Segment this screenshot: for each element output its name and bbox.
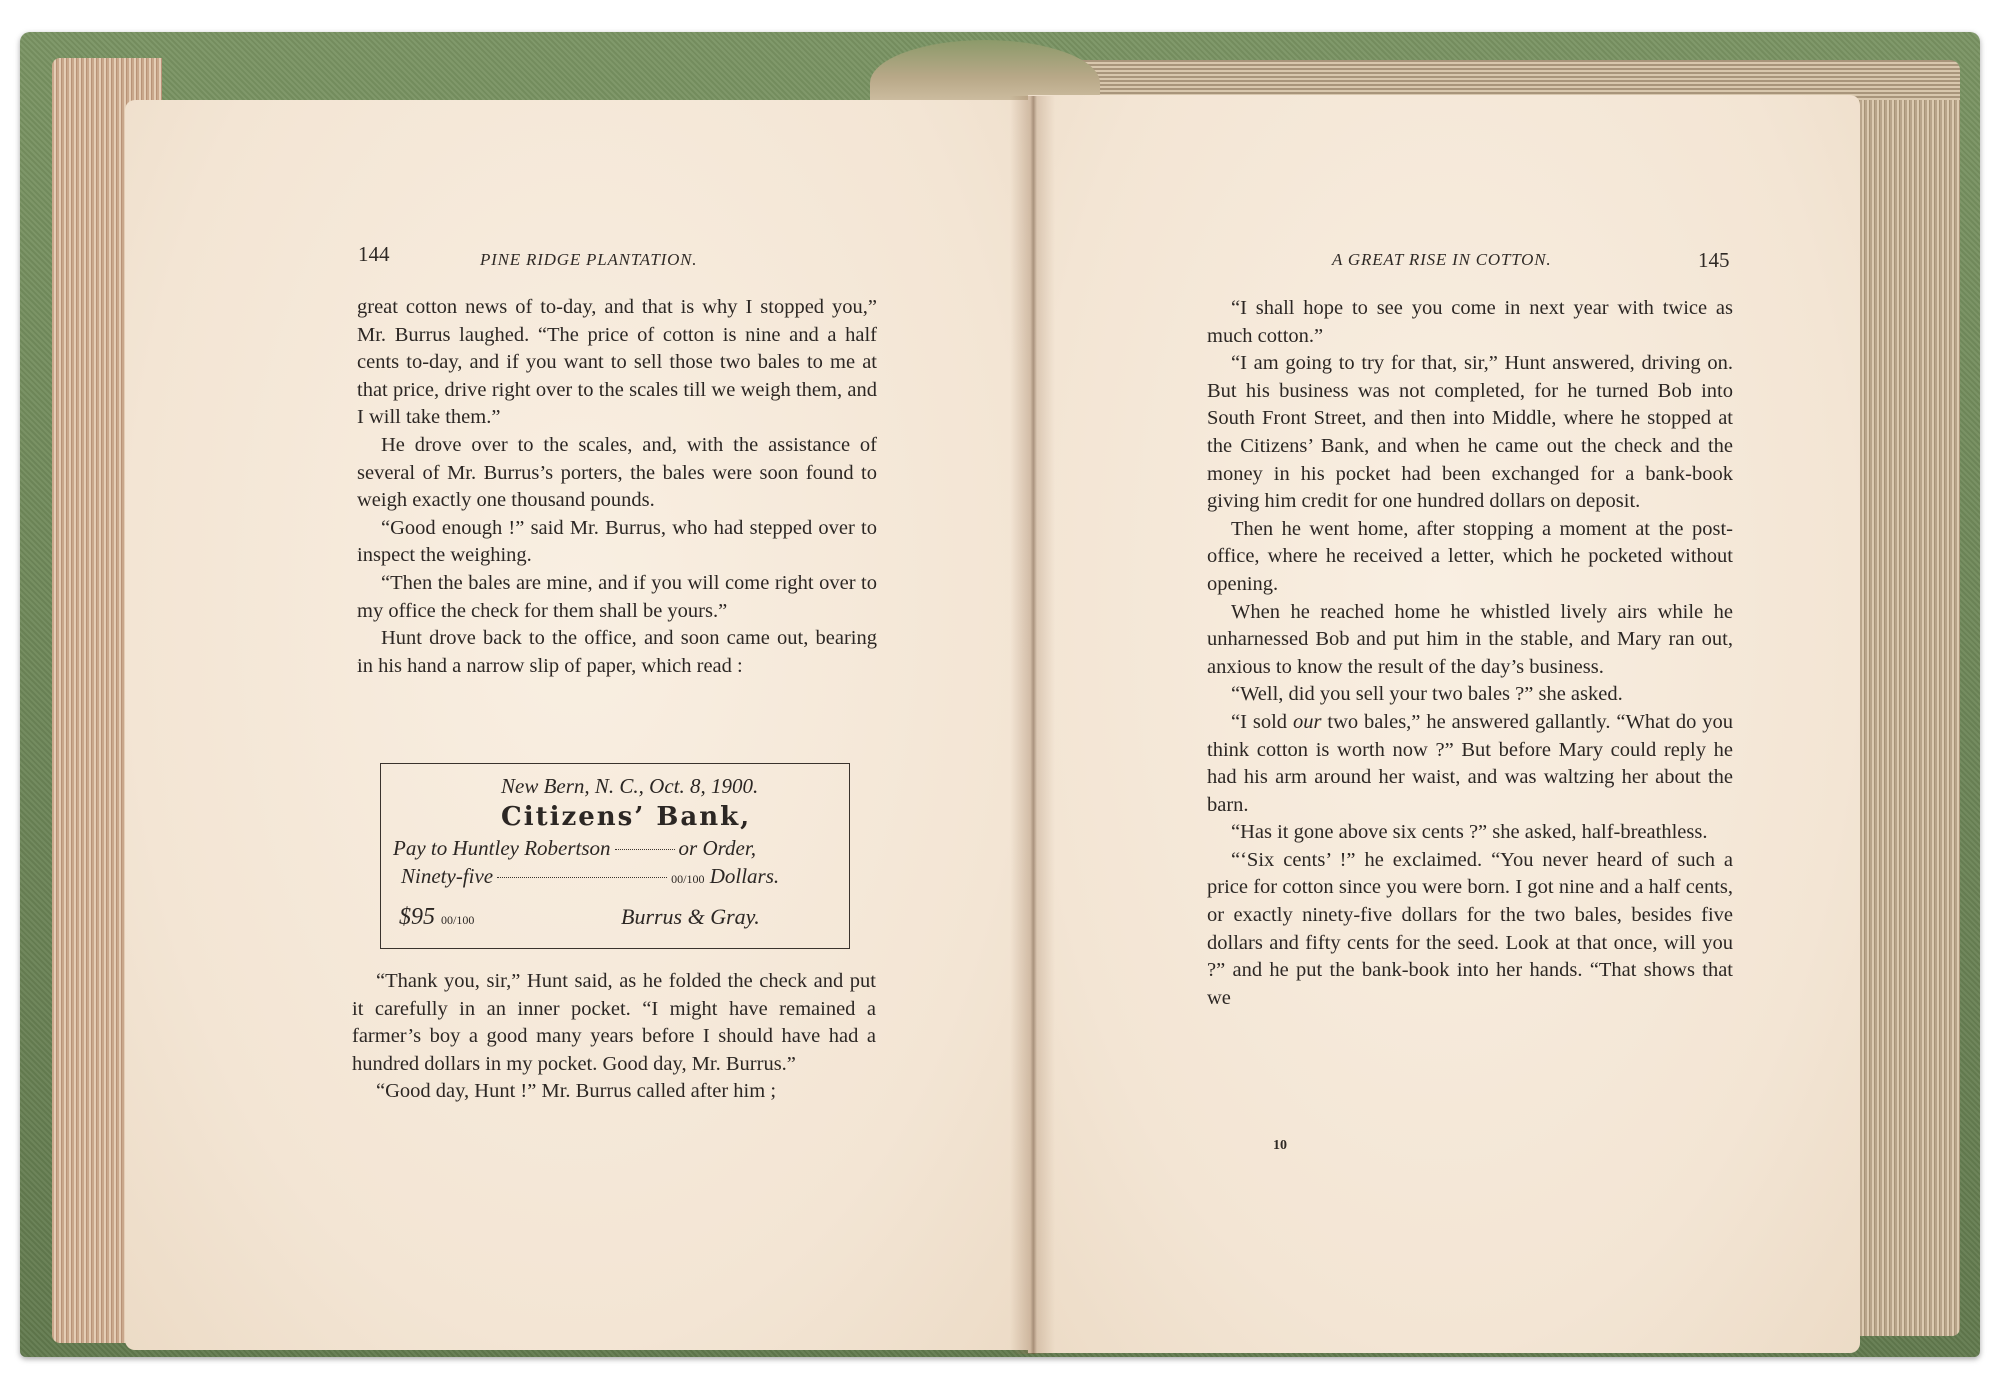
leader-line — [615, 849, 675, 850]
paragraph: Hunt drove back to the office, and soon came out, bearing in his hand a narrow slip of paper, which read : — [357, 627, 877, 677]
paragraph: “Thank you, sir,” Hunt said, as he folded the check and put it carefully in an inner pocket. “I might have remained a farmer’s boy a good many years before I should have had a hundred dollars in my pocket. Good day, Mr. Burrus.” — [352, 970, 876, 1075]
check-figure — [399, 904, 474, 931]
signature-mark: 10 — [1273, 1138, 1287, 1153]
check-payee: Pay to Huntley Robertson — [393, 836, 611, 860]
check-dollars: Dollars. — [709, 864, 780, 888]
right-page-number: 145 — [1698, 248, 1730, 272]
check-amount-line — [401, 864, 779, 889]
paragraph: “‘Six cents’ !” he exclaimed. “You never heard of such a price for cotton since you were born. I got nine and a half cents, or exactly ninety-five dollars for the two bales, besides five dollars and fifty cents for the seed. Look at that once, will you ?” and he put the bank-book into her hands. “That shows that we — [1207, 848, 1733, 1009]
paragraph: He drove over to the scales, and, with the assistance of several of Mr. Burrus’s porters, the bales were soon found to weigh exactly one thousand pounds. — [357, 433, 877, 512]
text-run: two bales,” he answered gallantly. “What do you think cotton is worth now ?” But before Mary could reply he had his arm around her waist, and was waltzing her about the barn. — [1207, 710, 1733, 816]
check-amount-words: Ninety-five — [401, 864, 494, 888]
check-or-order: or Order, — [678, 836, 756, 860]
left-page — [125, 100, 1030, 1350]
check-date: New Bern, N. C., Oct. 8, 1900. — [501, 774, 759, 798]
bank-check — [380, 763, 850, 949]
paragraph: “I shall hope to see you come in next year with twice as much cotton.” — [1207, 297, 1733, 347]
check-figure-amount: $95 — [399, 904, 435, 930]
paragraph: “Then the bales are mine, and if you will come right over to my office the check for them shall be yours.” — [357, 571, 877, 622]
left-running-head: PINE RIDGE PLANTATION. — [480, 250, 698, 269]
right-running-head: A GREAT RISE IN COTTON. — [1332, 250, 1552, 269]
page-edges-top — [1040, 60, 1960, 100]
text-run: “I sold — [1231, 710, 1293, 733]
left-page-number: 144 — [358, 242, 390, 266]
paragraph — [1207, 709, 1733, 819]
check-pay-to-line — [393, 836, 756, 861]
paragraph: Then he went home, after stopping a moment at the post-office, where he received a letter, which he pocketed without opening. — [1207, 517, 1733, 595]
paragraph: “I am going to try for that, sir,” Hunt answered, driving on. But his business was not completed, for he turned Bob into South Front Street, and then into Middle, where he stopped at the Citizens’ Bank, and when he came out the check and the money in his pocket had been exchanged for a bank-book giving him credit for one hundred dollars on deposit. — [1207, 352, 1733, 513]
emphasis: our — [1292, 710, 1322, 733]
paragraph: great cotton news of to-day, and that is why I stopped you,” Mr. Burrus laughed. “The price of cotton is nine and a half cents to-day, and if you want to sell those two bales to me at that price, drive right over to the scales till we weigh them, and I will take them.” — [357, 296, 877, 429]
paragraph: “Good day, Hunt !” Mr. Burrus called after him ; — [376, 1080, 777, 1103]
paragraph: “Has it gone above six cents ?” she asked, half-breathless. — [1231, 821, 1708, 844]
check-figure-fraction: 00/100 — [441, 913, 475, 927]
left-body-top — [357, 294, 877, 680]
leader-line — [497, 877, 667, 878]
paragraph: “Well, did you sell your two bales ?” she asked. — [1231, 683, 1623, 706]
check-amount-fraction: 00/100 — [671, 872, 705, 886]
book-gutter — [1010, 96, 1055, 1354]
paragraph: “Good enough !” said Mr. Burrus, who had stepped over to inspect the weighing. — [357, 516, 877, 567]
paragraph: When he reached home he whistled lively airs while he unharnessed Bob and put him in the stable, and Mary ran out, anxious to know the result of the day’s business. — [1207, 600, 1733, 678]
left-body-bottom — [352, 968, 876, 1106]
check-bank-name: Citizens’ Bank, — [501, 802, 752, 832]
right-body — [1207, 295, 1733, 1012]
check-signature: Burrus & Gray. — [621, 904, 760, 929]
